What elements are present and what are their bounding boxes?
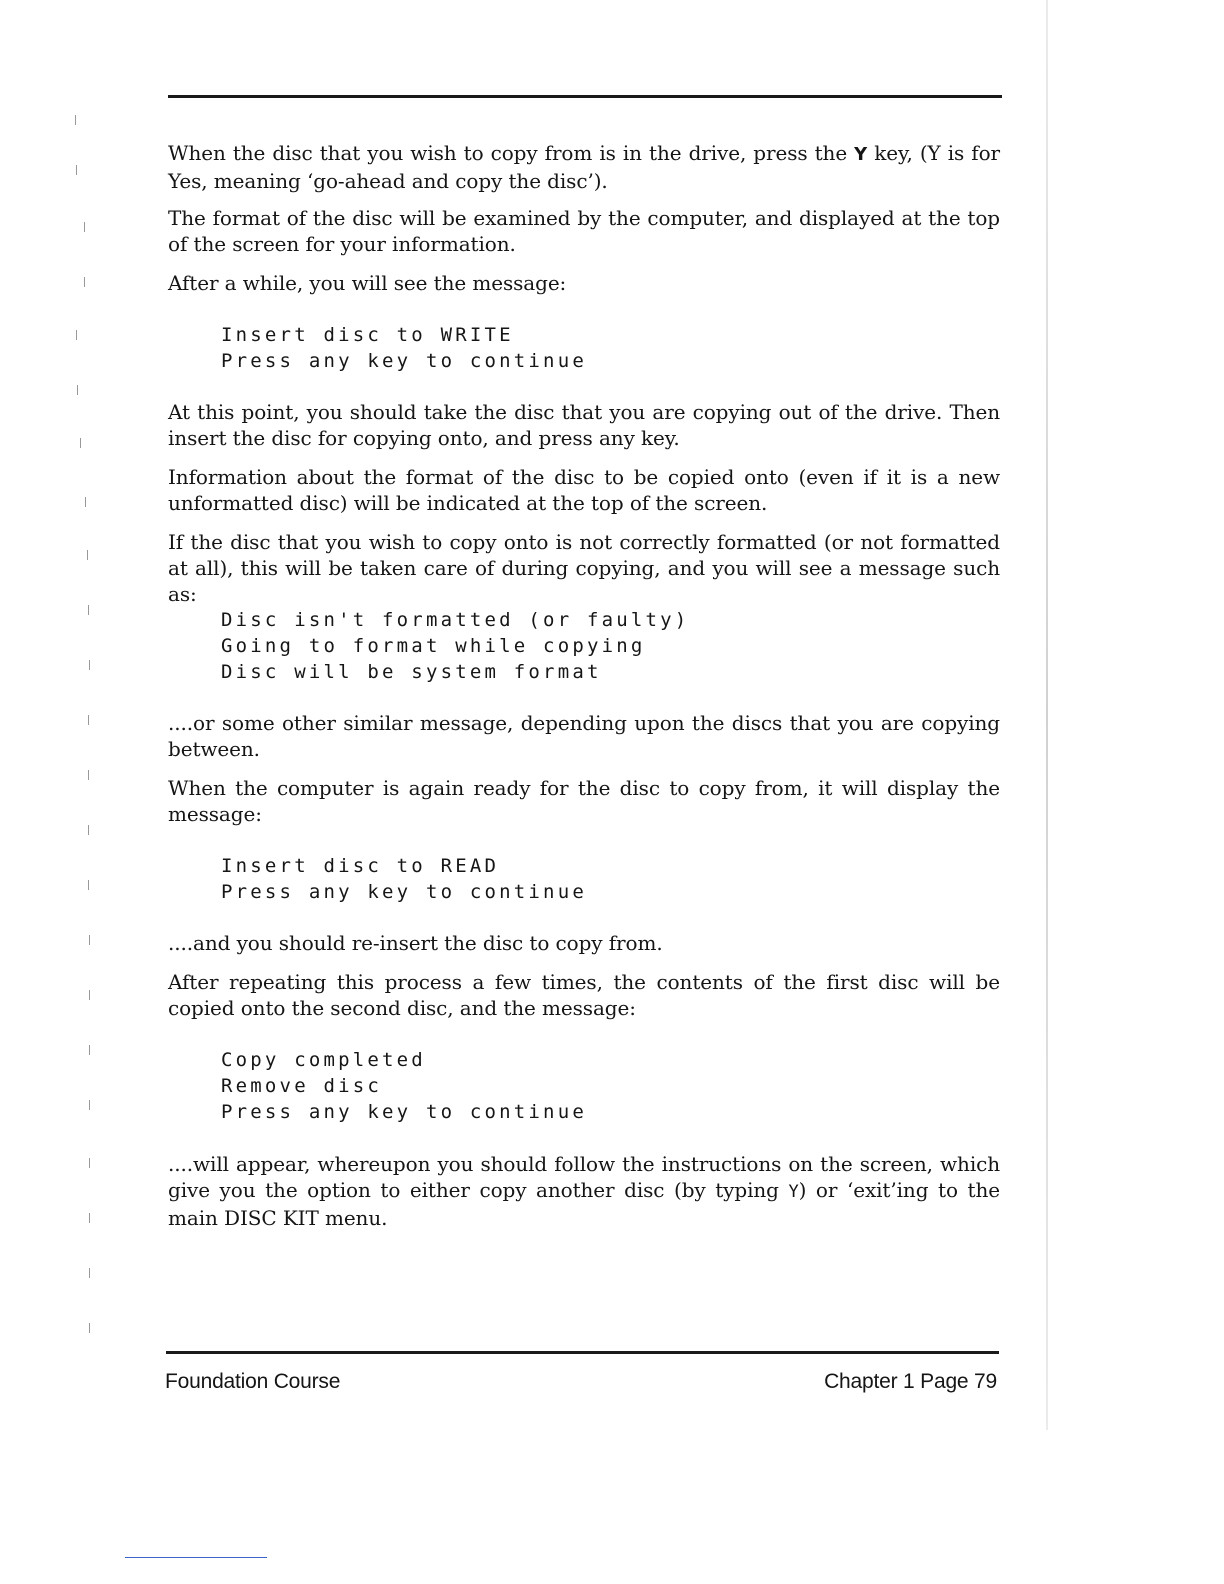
header-rule — [168, 95, 1002, 98]
message-line: Disc will be system format — [221, 661, 602, 683]
margin-mark — [89, 990, 90, 1000]
margin-mark — [89, 660, 90, 670]
message-line: Insert disc to WRITE — [221, 324, 514, 346]
paragraph-repeat-process: After repeating this process a few times, the contents of the first disc will be copied onto the second disc, and the message: — [168, 970, 1000, 1020]
margin-mark — [89, 1100, 90, 1110]
message-line: Press any key to continue — [221, 350, 587, 372]
paragraph-text: key, (Y is for Yes, meaning ‘go-ahead and copy the disc’). — [168, 141, 1000, 193]
screen-message-write — [221, 322, 587, 374]
paragraph-other-message: ....or some other similar message, depending upon the discs that you are copying between. — [168, 711, 1000, 761]
screen-message-read — [221, 853, 587, 905]
margin-mark — [88, 715, 89, 725]
message-line: Insert disc to READ — [221, 855, 500, 877]
margin-mark — [89, 1323, 90, 1333]
margin-mark — [87, 550, 88, 560]
margin-mark — [76, 330, 77, 340]
paragraph-not-formatted: If the disc that you wish to copy onto is not correctly formatted (or not formatted at all), this will be taken care of during copying, and you will see a message such as: — [168, 530, 1000, 606]
margin-mark — [75, 115, 76, 125]
paragraph-swap-disc: At this point, you should take the disc that you are copying out of the drive. Then insert the disc for copying onto, and press any key. — [168, 400, 1000, 450]
margin-mark — [89, 1158, 90, 1168]
margin-mark — [84, 222, 85, 232]
page-edge-shadow — [1046, 0, 1048, 1430]
margin-mark — [76, 165, 77, 175]
scan-edge-line — [125, 1557, 267, 1558]
margin-mark — [88, 825, 89, 835]
key-name: Y — [854, 144, 868, 165]
paragraph-text: ....will appear, whereupon you should follow the instructions on the screen, which give you the option to either copy another disc (by typing — [168, 1152, 1000, 1202]
paragraph-text: When the disc that you wish to copy from is in the drive, press the — [168, 141, 855, 165]
margin-mark — [80, 438, 81, 448]
message-line: Press any key to continue — [221, 881, 587, 903]
footer-rule — [166, 1351, 999, 1354]
margin-mark — [89, 935, 90, 945]
message-line: Press any key to continue — [221, 1101, 587, 1123]
screen-message-format — [221, 607, 689, 685]
margin-mark — [88, 605, 89, 615]
message-line: Remove disc — [221, 1075, 383, 1097]
screen-message-completed — [221, 1047, 587, 1125]
paragraph-ready-again: When the computer is again ready for the disc to copy from, it will display the message: — [168, 776, 1000, 826]
paragraph-reinsert: ....and you should re-insert the disc to copy from. — [168, 931, 663, 955]
paragraph-format-info: Information about the format of the disc to be copied onto (even if it is a new unformatted disc) will be indicated at the top of the screen. — [168, 465, 1000, 515]
margin-mark — [88, 880, 89, 890]
margin-mark — [84, 277, 85, 287]
margin-mark — [89, 1268, 90, 1278]
message-line: Disc isn't formatted (or faulty) — [221, 609, 690, 631]
margin-mark — [88, 770, 89, 780]
message-line: Going to format while copying — [221, 635, 646, 657]
paragraph-after-a-while: After a while, you will see the message: — [168, 271, 567, 295]
paragraph-will-appear — [168, 1151, 1000, 1231]
paragraph-text: ) or ‘exit’ing to the main DISC KIT menu. — [168, 1178, 1000, 1230]
margin-mark — [89, 1045, 90, 1055]
margin-mark — [89, 1213, 90, 1223]
paragraph-format-examined: The format of the disc will be examined by the computer, and displayed at the top of the screen for your information. — [168, 206, 1000, 256]
footer-page-number: Chapter 1 Page 79 — [824, 1370, 997, 1393]
margin-mark — [85, 497, 86, 507]
footer-course-title: Foundation Course — [165, 1370, 341, 1393]
margin-mark — [77, 385, 78, 395]
paragraph-insert-source — [168, 140, 1000, 194]
message-line: Copy completed — [221, 1049, 426, 1071]
key-name: Y — [788, 1182, 799, 1202]
